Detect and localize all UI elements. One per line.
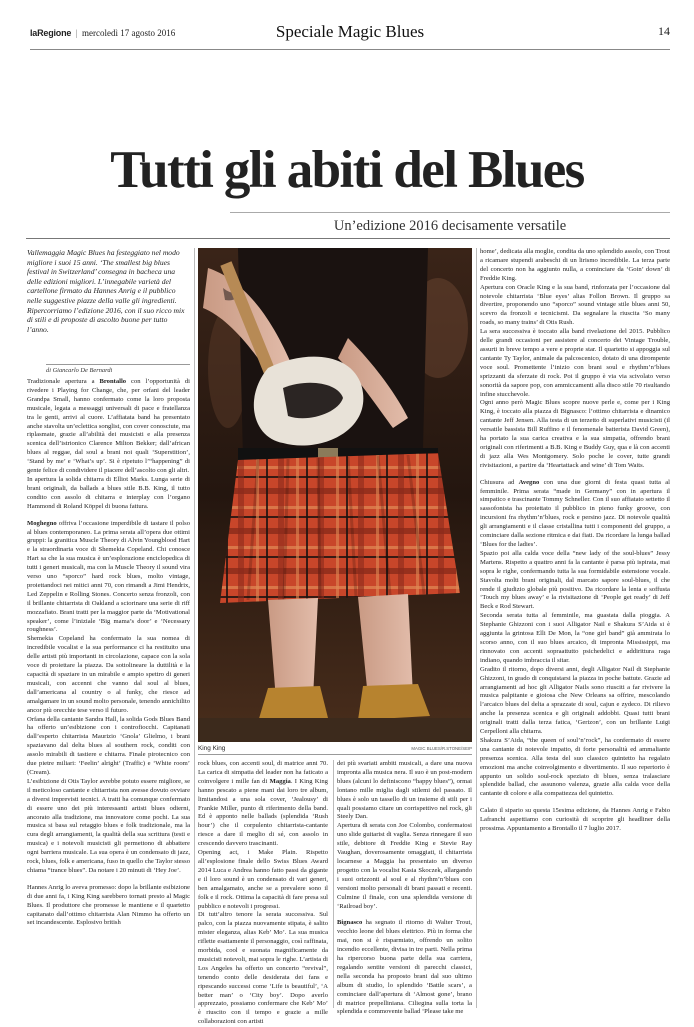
paragraph: home’, dedicata alla moglie, condita da uno splendido assolo, con Trout a ricamare stupendi arabeschi di un lirismo incredibile. La terza parte del concerto non ha aggiunto nulla, a cominciare da ‘Goin’ down’ di Freddie King. — [480, 248, 670, 282]
paragraph: Apertura di serata con Joe Colombo, confermatosi uno slide guitarist di vaglia. Senza rinnegare il suo stile, debitore di Freddie King e Stevie Ray Vaughan, doverosamente omaggiati, il chitarrista locarnese a Maggia ha presentato un diverso progetto con la vocalist Kasia Skoczek, allargando i suoi orizzonti al soul e al rhythm’n’blues con versioni molto personali di brani passati e recenti. Culmine il finale, con una splendida versione di ‘Railroad boy’. — [337, 822, 472, 910]
section-title: Speciale Magic Blues — [275, 22, 425, 41]
lead-paragraph: Vallemaggia Magic Blues ha festeggiato nel modo migliore i suoi 15 anni. ‘The smallest big blues festival in Switzerland’ consegna in bacheca una delle edizioni migliori. L’innegabile varietà del cartellone firmato da Hannes Anrig e il pubblico nelle suggestive piazze della valle gli ingredienti. Ripercorriamo l’edizione 2016, con il suo ricco mix di stili e di proposte di ascolto buone per tutto l’anno. — [27, 248, 185, 334]
column-divider — [333, 760, 334, 1008]
paragraph: Bignasco ha segnato il ritorno di Walter Trout, vecchio leone del blues elettrico. Più in forma che mai, non si è risparmiato, offrendo un solito incendio eccellente, divisa in tre parti. Nella prima ha ripercorso buona parte della sua carriera, regalando sentite versioni di parecchi classici, nella seconda ha proposto brani dal suo ultimo album di studio, lo splendido ‘Battle scars’, a cominciare dall’apertura di ‘Almost gone’, brano di matrice prepelliniana. Ciliegina sulla torta la splendida e commovente ballad ‘Please take me — [337, 919, 472, 1016]
paragraph: Apertura con Oracle King e la sua band, rinforzata per l’occasione dal notevole chitarrista ‘Blue eyes’ alias Follon Brown. Il gruppo sa divertire, proponendo uno “sporco” sound vintage stile blues anni 50, scevro da fronzoli e tecnicismi. Da segnalare la riuscita ‘So many roads, so many trains’ di Otis Rush. — [480, 283, 670, 327]
article-top-rule — [26, 238, 670, 239]
paragraph: Seconda serata tutta al femminile, ma guastata dalla pioggia. A Stephanie Ghizzoni con i suoi Alligator Nail e Shakura S’Aida si è aggiunta la grintosa Elli De Mon, la “one girl band” già ammirata lo scorso anno, con il suo blues arcaico, di impronta Mississippi, ma rinnovato con accenti sopraattutto psichedelici e addirittura raga indiano, quando imbraccia il sitar. — [480, 612, 670, 664]
paragraph: Ogni anno però Magic Blues scopre nuove perle e, come per i King King, è toccato alla piazza di Bignasco: l’ottimo chitarrista e dinamico cantante Jeff Jensen. Alla testa di un terzetto di superlativi musicisti (il versatile bassista Bill Ruffino e il fenomenale batterista David Green), ha portato la sua carica creativa e la sua simpatia, offrendo brani originali con riferimenti a B.B. King e Buddy Guy, qua e là con accenti di jazz alla Wes Montgomery. Solo poche le cover, tutte grandi rivisitazioni, a partire da ‘Heartattack and wine’ di Tom Waits. — [480, 399, 670, 469]
place-name: Brontallo — [99, 378, 127, 385]
subtitle-rule — [230, 212, 670, 213]
paragraph: rock blues, con accenti soul, di matrice anni 70. La carica di simpatia del leader non ha faticato a coinvolgere i mille fan di Maggia. I King King hanno pescato a piene mani dai loro tre album, limitandosi a una sola cover, ‘Jealousy’ di Frankie Miller, punto di riferimento della band. Ed è apponto nelle ballads (splendida ‘Rush hour’) che il corpulento chitarrista-cantante riesce a dare il meglio di sé, con assolo in crescendo davvero trascinanti. — [198, 760, 328, 848]
article-column-2 — [198, 760, 328, 1026]
paragraph: Hannes Anrig lo aveva promesso: dopo la brillante esibizione di due anni fa, i King King sarebbero tornati presto al Magic Blues. Il produttore che promesse le mantiene e il quartetto capitanato dall’ottimo chitarrista Alan Nimmo ha offerto un set incandescente. Esplosivo british — [27, 883, 190, 927]
subtitle: Un’edizione 2016 decisamente versatile — [333, 218, 567, 234]
place-name: Maggia — [269, 777, 291, 785]
place-name: Avegno — [518, 478, 540, 486]
paragraph: Tradizionale apertura a Brontallo con l’opportunità di rivedere i Playing for Change, che, per orfani del leader Grandpa Small, hanno confermato come la loro proposta musicale, legata a messaggi universali di pace e fratellanza tra le genti, arrivi al cuore. L’affiatata band ha presentato anche stavolta un’eclettica songlist, con cover conosciute, ma riplasmate, grazie all’abilità dei musicisti e alla presenza scenica dell’istrionico Clarence Milton Bekker; dall’african blues al reggae, dal soul a brani noi quali ‘Superstition’, ‘Stand by me’ e ‘What’s up’. Si è ripetuto l’“happening” di gente felice di condividere il piacere dell’ascolto con gli altri. — [27, 378, 190, 475]
paragraph: Opening act, i Make Plain. Rispetto all’esplosione finale dello Swiss Blues Award 2014 Luca e Andrea hanno fatto passi da gigante e il loro sound è un condensato di vari generi, ben amalgamato, anche se a prevalere sono il folk e il rock. Ottima la capacità di fare presa sul pubblico e notevoli i progressi. — [198, 849, 328, 910]
article-column-3 — [337, 760, 472, 1018]
paragraph: La sera successiva è toccato alla band rivelazione del 2015. Pubblico delle grandi occasioni per assistere al concerto dei Vintage Trouble, assurti in breve tempo a vere e proprie star. Il quartetto si appoggia sul cantante Ty Taylor, animale da palcoscenico, dotato di una dirompente voce soul. Promettente l’inizio con brani soul e rhythm’n’blues sprizzanti da sferzate di rock. Poi il gruppo è via via scivolato verso sonorità da sapore pop, con ammiccamenti alla disco stile 70 risultando infine stucchevole. — [480, 328, 670, 398]
paragraph: Shemekia Copeland ha confermato la sua nomea di incredibile vocalist e la sua performance ci ha restituito una delle artisti più importanti in circolazione, capace con la sola voce di proiettare la piazza. Da sottolineare la duttilità e la capacità di spaziare in un mirabile e ampio spettro di generi musicali, con accenni che vanno dal soul al blues, dall’americana al country o al funky, che riesce ad amalgamare in un sound molto personale, tenendo annichilito ancor più orecchie tese verso il futuro. — [27, 635, 190, 714]
byline: di Giancarlo De Bernardi — [46, 364, 190, 374]
column-divider — [476, 248, 477, 1008]
paragraph: Di tutt’altro tenore la serata successiva. Sul palco, con la piazza nuovamente stipata, è salito mister eleganza, alias Keb’ Mo’. La sua musica riflette esattamente il personaggio, così raffinata, morbida, cool e suonata magnificamente da musicisti notevoli, mai sopra le righe. L’artista di Los Angeles ha offerto un concerto “revival”, tenendo conto delle desiderata dei fans e ripescando successi come ‘Life is beautiful’, ‘A better man’ o ‘City boy’. Dopo averlo apprezzato, possiamo confermare che Keb’ Mo’ è riuscito con il tempo e grazie a mille collaborazioni con artisti — [198, 911, 328, 1026]
page-number: 14 — [658, 24, 670, 38]
paragraph: Orfana della cantante Sandra Hall, la solida Gods Blues Band ha offerto un’esibizione con i controfiocchi. Capitanati dall’esperto chitarrista Maurizio ‘Gnola’ Glielmo, i brani spaziavano dal delta blues al southern rock, conditi con assolo mirabili di tastiere e chitarra. Finale pirotecnico con due pietre miliari: ‘Feelin’ alright’ (Traffic) e ‘White room’ (Cream). — [27, 715, 190, 776]
masthead-date: mercoledì 17 agosto 2016 — [82, 28, 176, 38]
paragraph: dei più svariati ambiti musicali, a dare una nuova impronta alla musica nera. Il suo è un post-modern blues (alcuni lo definiscono “happy blues”), ormai lontano mille miglia dagli stilemi del passato. Il blues è solo un tassello di un insieme di stili per i quali possiamo citare un corrispettivo nel rock, gli Steely Dan. — [337, 760, 472, 821]
paragraph: Chiusura ad Avegno con una due giorni di festa quasi tutta al femminile. Prima serata “made in Germany” con in apertura il simpatico e trascinante Tommy Schneller. Con il suo affiatato settetto il sassofonista ha proiettato il pubblico in pieno funky groove, con incursioni fra rhythm’n’blues, rock e persino jazz. Di notevole qualità gli arrangiamenti e il classe cristallina tutti i componenti del gruppo, a cominciare dalla sezione ritmica e dai fiati. Da ricordare la lunga ballad ‘Blues for the ladies’. — [480, 478, 670, 548]
newspaper-logo: laRegione — [30, 28, 72, 38]
caption-text: King King — [198, 745, 226, 752]
masthead-separator: | — [73, 28, 80, 38]
photo-credit: MAGIC BLUES/R.STONE/SEIP — [411, 746, 472, 751]
column-divider — [194, 248, 195, 1008]
headline: Tutti gli abiti del Blues — [110, 141, 584, 199]
photo-caption — [198, 745, 472, 755]
paragraph: Moghegno offriva l’occasione imperdibile di tastare il polso al blues contemporaneo. La prima serata all’opera due ottimi gruppi: la granitica Muscle Theory di Alvin Youngblood Hart e la straordinaria voce di Shemekia Copeland. Chi conosce Hart sa che la sua musica è un’esplorazione enciclopedica di tutti i generi musicali, ma con la Muscle Theory il sound vira verso uno “sporco” hard rock blues, molto vintage, proiettandoci nei mitici anni 70, con rimandi a Jimi Hendrix, Led Zeppelin e Rolling Stones. Concerto senza fronzoli, con il brillante chitarrista di Oakland a sciorinare una serie di riff mozzafiato. Brani tratti per la maggior parte da ‘Motivational speaker’, come l’iniziale ‘Big mama’s door’ e ‘Necessary roughness’. — [27, 519, 190, 634]
article-column-1 — [27, 378, 190, 1018]
paragraph: Calato il sipario su questa 15esima edizione, da Hannes Anrig e Fabio Lafranchi aspettiamo con curiosità di scoprire gli headliner della prossima. Appuntamento a Brontallo il 7 luglio 2017. — [480, 807, 670, 833]
paragraph: L’esibizione di Otis Taylor avrebbe potuto essere migliore, se il meticoloso cantante e chitarrista non avesse dovuto ovviare a diversi imprevisti tecnici. A tratti ha comunque confermato di essere uno dei più interessanti artisti blues odierni, ancorato alla tradizione, ma innovatore come pochi. La sua musica si basa sul retaggio blues e folk tradizionale, ma la cura degli arrangiamenti, la qualità della sua scrittura (testi e musica) e i notevoli musicisti gli permettono di abbattere ogni barriera musicale. La sua opera è un condensato di jazz, rock, blues, folk e americana, fuso in quello che Taylor stesso chiama “trance blues”. Da notare i 20 minuti di ‘Hey Joe’. — [27, 777, 190, 874]
article-column-4 — [480, 248, 670, 1018]
paragraph: Gradito il ritorno, dopo diversi anni, degli Alligator Nail di Stephanie Ghizzoni, in grado di conquistarsi la piazza in poche battute. Grazie ad arrangiamenti ad hoc gli Alligator Nails sono riusciti a far rivivere la musica palpitante e gioiosa che New Orleans sa offrire, mescolando l’arcaico blues del delta a sprazzate di soul, cajun e zydeco. Di rilievo anche la presenza scenica e gli originali addobbi. Quasi tutti brani originali tratti dalla terza fatica, ‘Gerizon’, con un brillante Luigi Cerpelloni alla chitarra. — [480, 665, 670, 736]
place-name: Moghegno — [27, 519, 57, 527]
paragraph: Shakura S’Aida, “the queen of soul’n’rock”, ha confermato di essere una cantante di notevole impatto, di forte personalità ed ammaliante presenza scenica. Alla testa del suo classico quintetto ha regalato emozioni ma anche coinvolgimento e divertimento. Il suo repertorio è appunto un solido soul-rock speziato di blues, senza tralasciare splendide ballad, che assunono valenza, grazie alla calda voce della cantante di colore e alla compattezza del quintetto. — [480, 736, 670, 798]
place-name: Bignasco — [337, 919, 363, 927]
page-header — [30, 22, 670, 50]
article-photo — [198, 248, 472, 742]
kilt-guitarist-photo — [198, 248, 472, 742]
paragraph: In apertura la solida chitarra di Elliot Marks. Lunga serie di brani originali, da ballads a blues stile B.B. King, il tutto condito con assolo di chitarra e interplay con l’organo Hammond di Roland Köppel di buona fattura. — [27, 475, 190, 510]
paragraph: Spazio poi alla calda voce della “new lady of the soul-blues” Jessy Martens. Rispetto a quattro anni fa la cantante è parsa più ispirata, mai sopra le righe, confermando tutta la sua formidabile estensione vocale. Stavolta molti brani originali, dal marcato sapore soul-blues, il che rende il giudizio globale più positivo. Da ricordare la lenta e soffusta ‘Touch my blues away’ e la rivisitazione di ‘People get ready’ di Jeff Beck e Rod Stewart. — [480, 549, 670, 611]
